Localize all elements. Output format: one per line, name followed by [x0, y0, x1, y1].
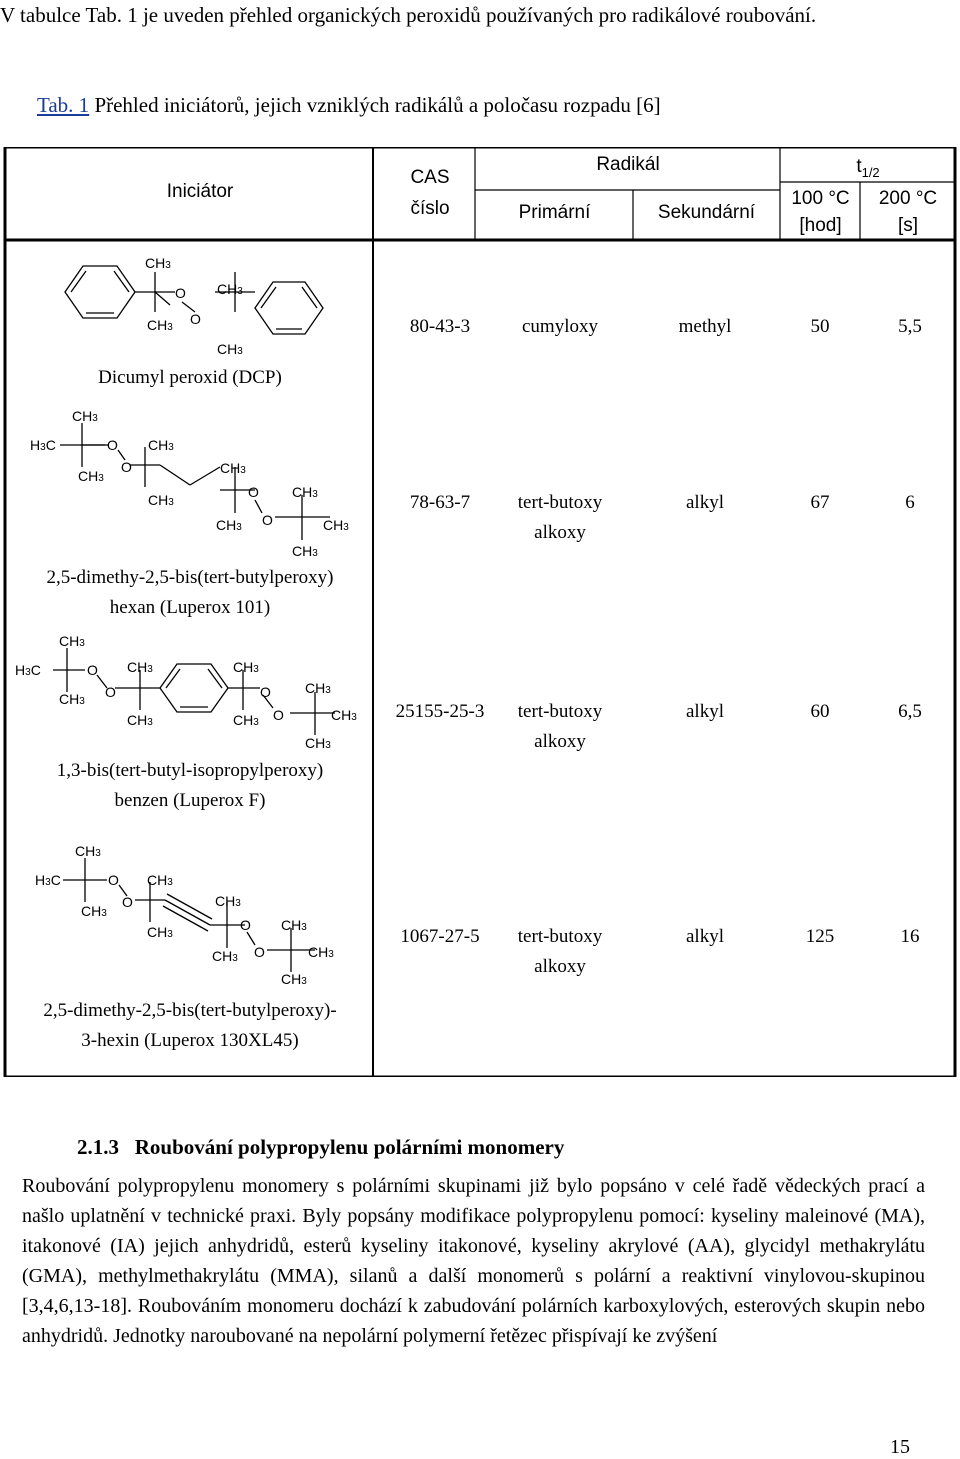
ch3-label: CH3 — [323, 517, 349, 533]
row-3-secondary: alkyl — [686, 701, 724, 722]
structure-dcp — [55, 250, 375, 365]
header-half-life-sub: 1/2 — [861, 164, 880, 180]
ch3-label: CH3 — [292, 543, 318, 559]
row-2-secondary: alkyl — [686, 492, 724, 513]
ch3-label: CH3 — [281, 971, 307, 987]
row-3-primary-line2: alkoxy — [534, 731, 586, 752]
structure-luperox-f — [15, 630, 370, 760]
oxygen-label: O — [273, 707, 284, 723]
oxygen-label: O — [107, 437, 118, 453]
oxygen-label: O — [175, 285, 186, 301]
row-2-t100: 67 — [810, 492, 830, 513]
header-initiator: Iniciátor — [166, 181, 234, 202]
row-2-primary-line2: alkoxy — [534, 522, 586, 543]
header-cas-line1: CAS — [410, 167, 450, 188]
oxygen-label: O — [121, 459, 132, 475]
oxygen-label: O — [262, 512, 273, 528]
ch3-label: CH3 — [216, 517, 242, 533]
ch3-label: CH3 — [233, 659, 259, 675]
header-radical: Radikál — [596, 154, 660, 175]
ch3-label: CH3 — [281, 917, 307, 933]
oxygen-label: O — [254, 944, 265, 960]
row-4-cas: 1067-27-5 — [400, 926, 480, 947]
page-number: 15 — [890, 1436, 910, 1458]
oxygen-label: O — [87, 662, 98, 678]
ch3-label: CH3 — [148, 492, 174, 508]
row-3-initiator-name-line2: benzen (Luperox F) — [114, 790, 266, 811]
ch3-label: CH3 — [305, 680, 331, 696]
ch3-label: CH3 — [81, 903, 107, 919]
oxygen-label: O — [260, 684, 271, 700]
ch3-label: CH3 — [305, 735, 331, 751]
ch3-label: CH3 — [59, 633, 85, 649]
ch3-label: CH3 — [127, 659, 153, 675]
row-4-primary-line2: alkoxy — [534, 956, 586, 977]
row-1-cas: 80-43-3 — [409, 316, 471, 337]
row-4-initiator-name-line2: 3-hexin (Luperox 130XL45) — [81, 1030, 299, 1051]
section-heading — [77, 1135, 564, 1160]
ch3-label: CH3 — [215, 893, 241, 909]
ch3-label: CH3 — [127, 712, 153, 728]
ch3-label: CH3 — [308, 944, 334, 960]
ch3-label: CH3 — [220, 460, 246, 476]
structure-luperox-101 — [30, 405, 370, 565]
ch3-label: CH3 — [148, 437, 174, 453]
oxygen-label: O — [248, 484, 259, 500]
ch3-label: CH3 — [217, 281, 243, 297]
row-2-initiator-name-line1: 2,5-dimethy-2,5-bis(tert-butylperoxy) — [46, 567, 334, 588]
section-number: 2.1.3 — [77, 1135, 119, 1159]
row-3-t100: 60 — [810, 701, 830, 722]
row-1-initiator-name: Dicumyl peroxid (DCP) — [98, 367, 282, 388]
ch3-label: CH3 — [147, 872, 173, 888]
row-4-secondary: alkyl — [686, 926, 724, 947]
header-t100-line1: 100 °C — [791, 188, 850, 209]
row-1-secondary: methyl — [678, 316, 732, 337]
h3c-label: H3C — [35, 872, 61, 888]
h3c-label: H3C — [30, 437, 56, 453]
h3c-label: H3C — [15, 662, 41, 678]
ch3-label: CH3 — [75, 843, 101, 859]
ch3-label: CH3 — [145, 255, 171, 271]
section-title: Roubování polypropylenu polárními monomery — [134, 1135, 565, 1159]
ch3-label: CH3 — [292, 484, 318, 500]
row-2-primary-line1: tert-butoxy — [517, 492, 603, 513]
row-1-t200: 5,5 — [898, 316, 922, 337]
header-half-life — [781, 155, 955, 185]
header-half-life-t: t — [856, 156, 862, 177]
ch3-label: CH3 — [331, 707, 357, 723]
structure-luperox-130xl45 — [35, 840, 365, 990]
header-t200-line1: 200 °C — [878, 188, 938, 209]
oxygen-label: O — [190, 311, 201, 327]
row-2-initiator-name-line2: hexan (Luperox 101) — [109, 597, 271, 618]
table-caption — [37, 93, 661, 118]
ch3-label: CH3 — [212, 948, 238, 964]
row-4-primary-line1: tert-butoxy — [517, 926, 603, 947]
ch3-label: CH3 — [147, 924, 173, 940]
row-3-initiator-name-line1: 1,3-bis(tert-butyl-isopropylperoxy) — [56, 760, 324, 781]
row-3-primary-line1: tert-butoxy — [517, 701, 603, 722]
oxygen-label: O — [240, 917, 251, 933]
table-caption-text: Přehled iniciátorů, jejich vzniklých radikálů a poločasu rozpadu [6] — [94, 93, 661, 117]
row-3-t200: 6,5 — [898, 701, 922, 722]
body-paragraph: Roubování polypropylenu monomery s polárními skupinami již bylo popsáno v celé řadě vědeckých prací a našlo uplatnění v technické praxi. Byly popsány modifikace polypropylenu pomocí: kyseliny maleinové (MA), itakonové (IA) jejich anhydridů, esterů kyseliny itakonové, kyseliny akrylové (AA), glycidyl methakrylátu (GMA), methylmethakrylátu (MMA), silanů a další monomerů s polární a reaktivní vinylovou-skupinou [3,4,6,13-18]. Roubováním monomeru dochází k zabudování polárních karboxylových, esterových skupin nebo anhydridů. Jednotky naroubované na nepolární polymerní řetězec přispívají ke zvýšení — [22, 1175, 925, 1347]
row-2-t200: 6 — [905, 492, 915, 513]
oxygen-label: O — [122, 894, 133, 910]
ch3-label: CH3 — [78, 468, 104, 484]
row-4-initiator-name-line1: 2,5-dimethy-2,5-bis(tert-butylperoxy)- — [43, 1000, 337, 1021]
ch3-label: CH3 — [217, 341, 243, 357]
header-primary: Primární — [518, 202, 591, 223]
row-1-t100: 50 — [810, 316, 830, 337]
row-2-cas: 78-63-7 — [409, 492, 471, 513]
ch3-label: CH3 — [72, 408, 98, 424]
row-3-cas: 25155-25-3 — [395, 701, 485, 722]
row-1-primary: cumyloxy — [522, 316, 598, 337]
header-cas-line2: číslo — [410, 198, 450, 219]
table-reference[interactable]: Tab. 1 — [37, 93, 90, 117]
header-secondary: Sekundární — [657, 202, 756, 223]
header-t100-line2: [hod] — [799, 215, 842, 236]
ch3-label: CH3 — [59, 691, 85, 707]
oxygen-label: O — [105, 684, 116, 700]
row-4-t200: 16 — [900, 926, 920, 947]
header-t200-line2: [s] — [897, 215, 919, 236]
intro-text: V tabulce Tab. 1 je uveden přehled organických peroxidů používaných pro radikálové roubování. — [0, 3, 817, 27]
oxygen-label: O — [108, 872, 119, 888]
row-4-t100: 125 — [805, 926, 835, 947]
ch3-label: CH3 — [233, 712, 259, 728]
ch3-label: CH3 — [147, 317, 173, 333]
